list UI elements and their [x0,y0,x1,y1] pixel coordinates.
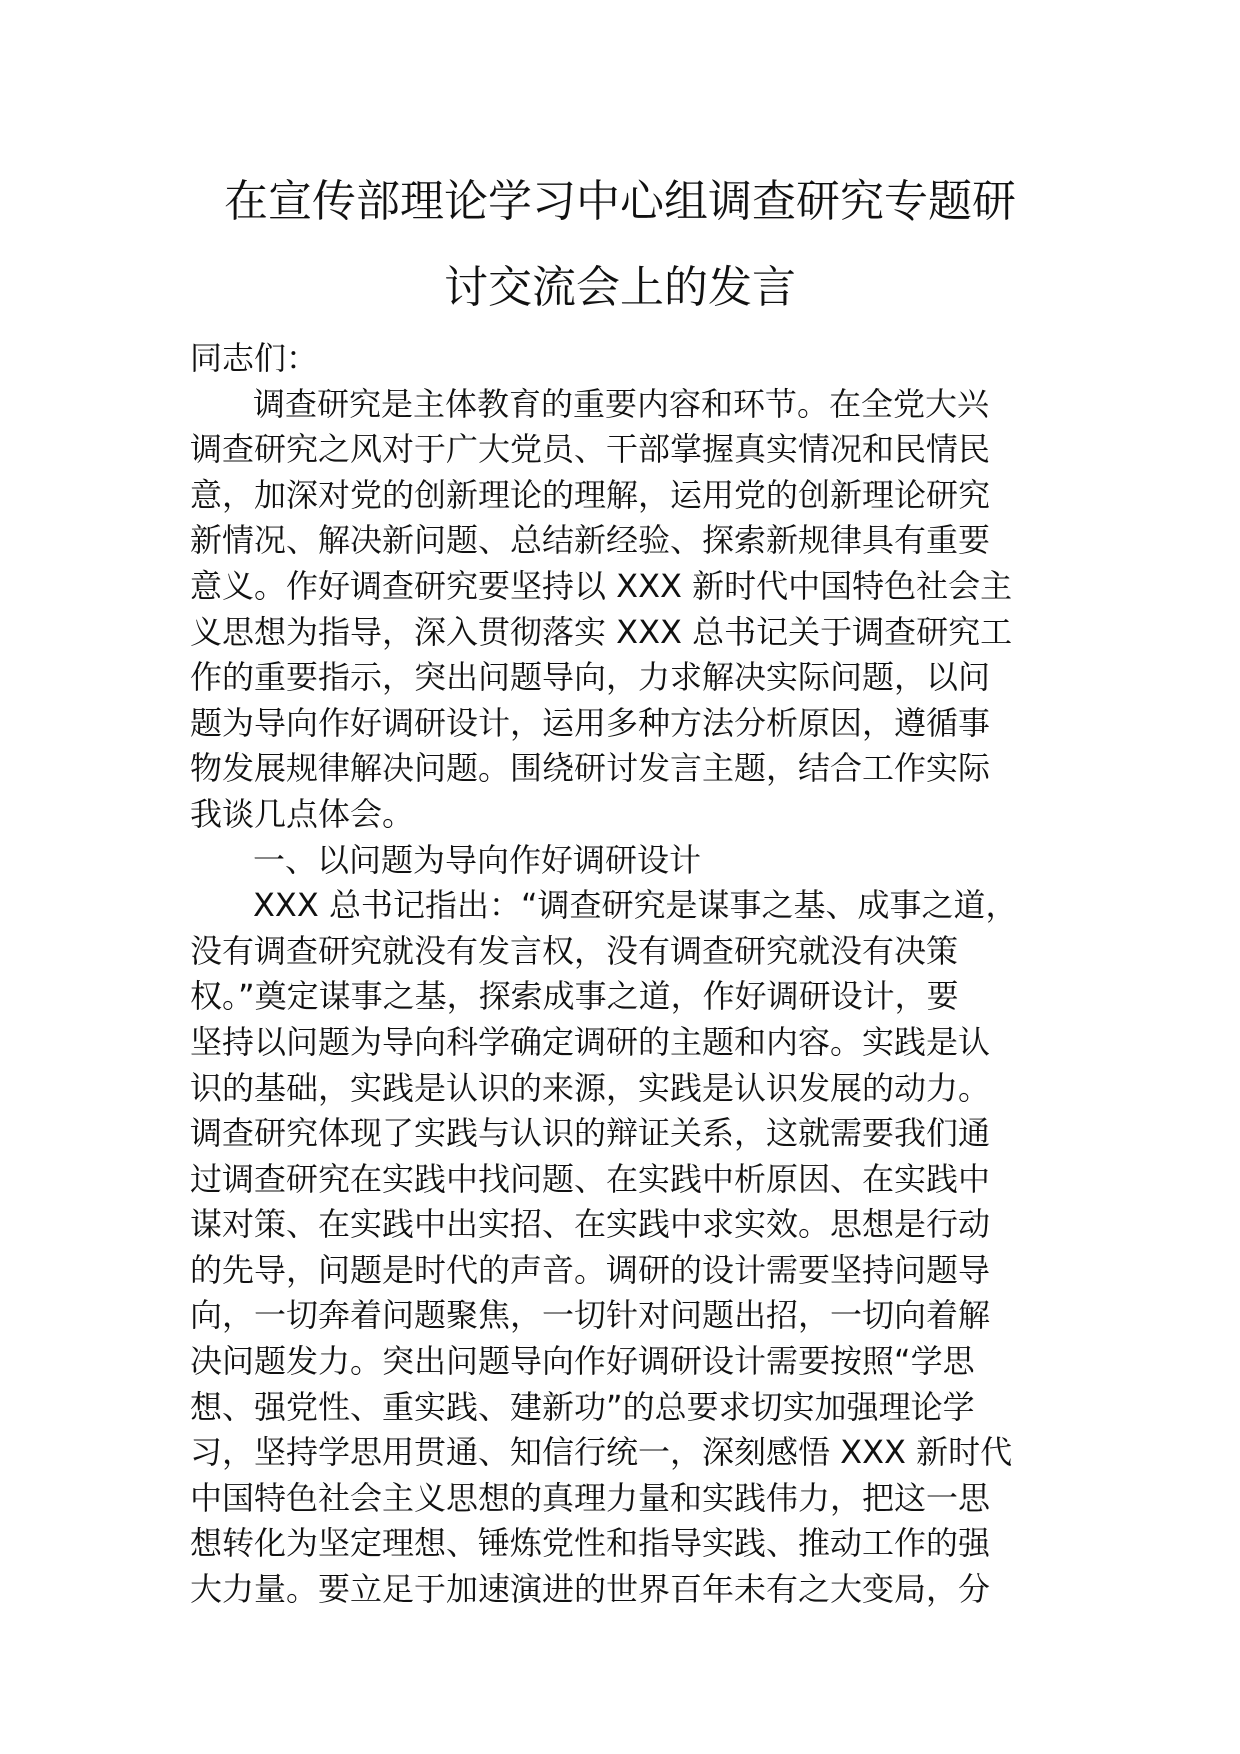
body-line: 调查研究之风对于广大党员、干部掌握真实情况和民情民 [190,430,991,469]
salutation: 同志们： [190,339,319,377]
body-line: 中国特色社会主义思想的真理力量和实践伟力，把这一思 [190,1478,991,1517]
body-line: 习，坚持学思用贯通、知信行统一，深刻感悟 XXX 新时代 [190,1433,1013,1472]
body-line: 识的基础，实践是认识的来源，实践是认识发展的动力。 [190,1068,991,1107]
body-line: 意义。作好调查研究要坚持以 XXX 新时代中国特色社会主 [190,566,1013,605]
body-line: 作的重要指示，突出问题导向，力求解决实际问题，以问 [190,658,991,697]
body-line: 调查研究体现了实践与认识的辩证关系，这就需要我们通 [190,1114,991,1153]
body-line: 没有调查研究就没有发言权，没有调查研究就没有决策 [190,931,959,970]
document-title-line-1: 在宣传部理论学习中心组调查研究专题研 [224,176,1016,227]
document-body [190,336,1060,1613]
body-line: 大力量。要立足于加速演进的世界百年未有之大变局，分 [190,1570,991,1609]
body-line: 权。”奠定谋事之基，探索成事之道，作好调研设计，要 [190,977,959,1016]
body-line: 物发展规律解决问题。围绕研讨发言主题，结合工作实际 [190,749,991,788]
body-line: 的先导，问题是时代的声音。调研的设计需要坚持问题导 [190,1250,991,1289]
body-line: 新情况、解决新问题、总结新经验、探索新规律具有重要 [190,521,991,560]
body-line: 向，一切奔着问题聚焦，一切针对问题出招，一切向着解 [190,1296,991,1335]
body-line: 我谈几点体会。 [190,794,415,833]
body-line: 决问题发力。突出问题导向作好调研设计需要按照“学思 [190,1342,975,1381]
body-line: 想转化为坚定理想、锤炼党性和指导实践、推动工作的强 [190,1524,991,1563]
section-heading: 一、以问题为导向作好调研设计 [253,840,702,879]
body-line: XXX 总书记指出：“调查研究是谋事之基、成事之道， [253,886,1018,925]
body-line: 过调查研究在实践中找问题、在实践中析原因、在实践中 [190,1159,991,1198]
body-line: 谋对策、在实践中出实招、在实践中求实效。思想是行动 [190,1205,991,1244]
body-line: 题为导向作好调研设计，运用多种方法分析原因，遵循事 [190,703,991,742]
body-line: 想、强党性、重实践、建新功”的总要求切实加强理论学 [190,1387,975,1426]
document-title-line-2: 讨交流会上的发言 [444,262,796,313]
body-line: 调查研究是主体教育的重要内容和环节。在全党大兴 [253,384,990,423]
body-line: 意，加深对党的创新理论的理解，运用党的创新理论研究 [190,475,991,514]
body-line: 义思想为指导，深入贯彻落实 XXX 总书记关于调查研究工 [190,612,1013,651]
body-line: 坚持以问题为导向科学确定调研的主题和内容。实践是认 [190,1022,991,1061]
